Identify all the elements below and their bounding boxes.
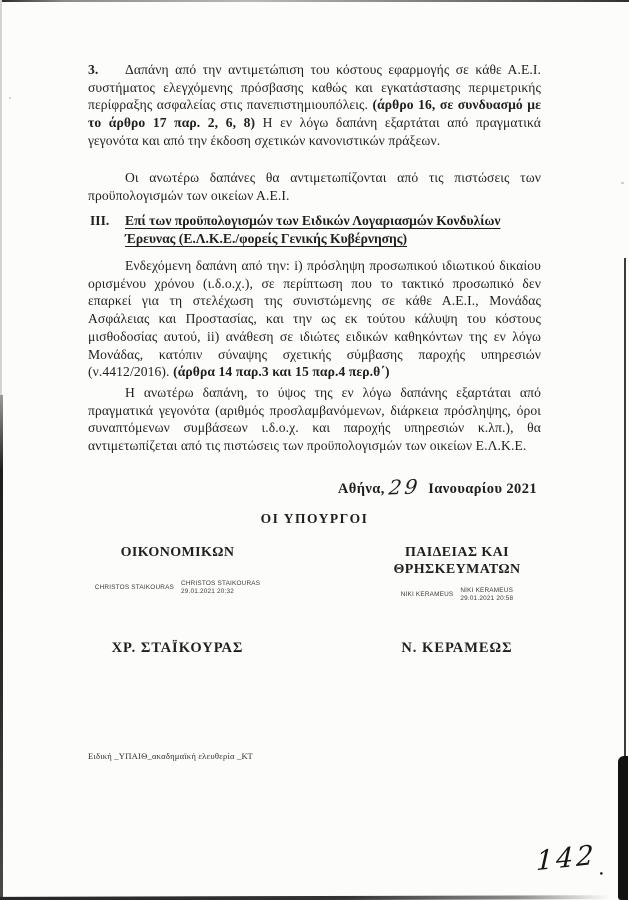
scan-left-edge-dark-strip — [0, 395, 3, 900]
stamp-signer-name: CHRISTOS STAIKOURAS — [94, 583, 174, 591]
paragraph-3-number: 3. — [88, 62, 99, 77]
section-iii-title: Επί των προϋπολογισμών των Ειδικών Λογαριασμών Κονδυλίων Έρευνας (Ε.Λ.Κ.Ε./φορείς Γενικής Κυβέρνησης) — [125, 213, 501, 246]
portfolio-title-education — [362, 545, 552, 578]
scan-speck — [9, 97, 11, 99]
stamp-signer-name: NIKI KERAMEUS — [400, 590, 454, 598]
portfolio-title-finance: ΟΙΚΟΝΟΜΙΚΩΝ — [120, 545, 235, 560]
digital-signature-stamp-kerameus — [362, 587, 552, 602]
stamp-detail-datetime: 29.01.2021 20:58 — [460, 594, 514, 602]
portfolio-title-education-line2: ΘΡΗΣΚΕΥΜΑΤΩΝ — [393, 561, 521, 577]
signature-block-finance — [85, 545, 270, 675]
section-iii-number: III. — [90, 213, 110, 228]
scan-left-edge-shadow — [0, 0, 2, 900]
scan-top-edge-line — [0, 0, 629, 2]
signature-block-education — [362, 545, 552, 675]
portfolio-title-education-line1: ΠΑΙΔΕΙΑΣ ΚΑΙ — [404, 545, 510, 560]
footer-file-reference: Ειδική _ΥΠΑΙΘ_ακαδημαϊκή ελευθερία _ΚΤ — [88, 751, 253, 761]
paragraph-elke-bold-reference: (άρθρα 14 παρ.3 και 15 παρ.4 περ.θ΄) — [173, 364, 390, 380]
stamp-detail-name: CHRISTOS STAIKOURAS — [181, 580, 261, 587]
handwritten-day: 29 — [387, 474, 422, 500]
minister-name-kerameus: Ν. ΚΕΡΑΜΕΩΣ — [401, 640, 513, 656]
paragraph-elke — [88, 257, 541, 381]
paragraph-credits-aei: Οι ανωτέρω δαπάνες θα αντιμετωπίζονται από τις πιστώσεις των προϋπολογισμών των οικείων Α.Ε.Ι. — [88, 170, 541, 203]
paragraph-elke-text: Ενδεχόμενη δαπάνη από την: i) πρόσληψη προσωπικού ιδιωτικού δικαίου ορισμένου χρόνου (ι.δ.ο.χ.), σε περίπτωση που το τακτικό προσωπικό δεν επαρκεί για τη στελέχωση της συνιστώμενης σε κάθε Α.Ε.Ι., Μονάδας Ασφάλειας και Προστασίας, και την ως εκ τούτου κάλυψη του κόστους μισθοδοσίας αυτού, ii) ανάθεση σε ιδιώτες ειδικών καθηκόντων της εν λόγω Μονάδας, κατόπιν σύναψης σχετικής σύμβασης παροχής υπηρεσιών (ν.4412/2016). — [88, 258, 541, 380]
handwritten-page-number-mark: . — [596, 862, 610, 879]
paragraph-3 — [88, 61, 541, 150]
paragraph-3-bold-reference: (άρθρο 16, σε συνδυασμό με το άρθρο 17 παρ. 2, 6, 8) — [88, 97, 541, 131]
scan-bottom-edge-line — [0, 895, 629, 900]
handwritten-page-number: 142 — [535, 839, 597, 878]
date-city-label: Αθήνα, — [337, 481, 385, 497]
paragraph-3-text-after: Η εν λόγω δαπάνη εξαρτάται από πραγματικά γεγονότα και από την έκδοση σχετικών κανονιστικών πράξεων. — [88, 115, 542, 148]
stamp-detail-name: NIKI KERAMEUS — [460, 587, 514, 594]
stamp-signature-details — [460, 587, 513, 602]
date-line — [338, 474, 537, 498]
scan-right-edge-line — [624, 258, 626, 900]
scan-speck — [621, 182, 624, 184]
date-month-year: Ιανουαρίου 2021 — [428, 481, 537, 497]
stamp-detail-datetime: 29.01.2021 20:32 — [181, 587, 234, 595]
section-iii-heading — [88, 212, 541, 247]
stamp-signature-details — [181, 580, 260, 595]
digital-signature-stamp-staikouras — [85, 580, 270, 595]
ministers-header: ΟΙ ΥΠΟΥΡΓΟΙ — [260, 511, 369, 526]
paragraph-elke-credits: Η ανωτέρω δαπάνη, το ύψος της εν λόγω δαπάνης εξαρτάται από πραγματικά γεγονότα (αριθμός προσλαμβανόμενων, διάρκεια πρόσληψης, όροι συναπτόμενων συμβάσεων ι.δ.ο.χ. και παροχής υπηρεσιών κ.λπ.), θα αντιμετωπίζεται από τις πιστώσεις των προϋπολογισμών των οικείων Ε.Λ.Κ.Ε. — [88, 385, 541, 454]
minister-name-staikouras: ΧΡ. ΣΤΑΪΚΟΥΡΑΣ — [111, 640, 244, 656]
scan-right-edge-ink-blob — [618, 756, 628, 900]
paragraph-3-text: Δαπάνη από την αντιμετώπιση του κόστους εφαρμογής σε κάθε Α.Ε.Ι. συστήματος ελεγχόμενης πρόσβασης καθώς και εγκατάστασης περιμετρικής περίφραξης ασφαλείας στις πανεπιστημιουπόλεις. — [88, 62, 541, 113]
